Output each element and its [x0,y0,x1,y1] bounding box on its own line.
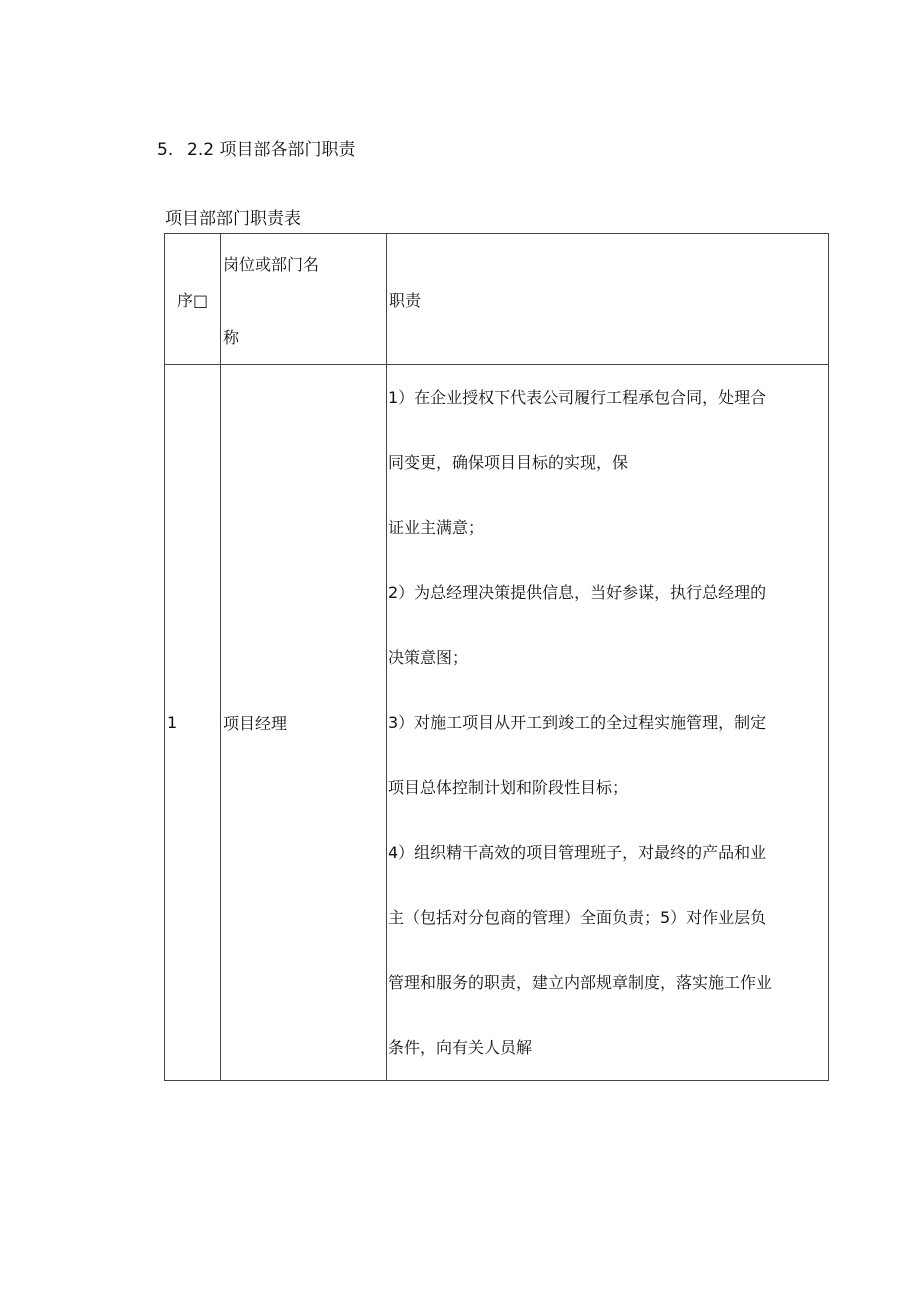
header-seq: 序□ [165,234,221,365]
duty-line: 主（包括对分包商的管理）全面负责；5）对作业层负 [388,908,767,927]
duty-list [387,365,828,1080]
table-caption: 项目部部门职责表 [165,209,301,229]
section-number: 5. [157,140,174,160]
duty-line: 项目总体控制计划和阶段性目标； [388,778,629,797]
section-title: 2.2 项目部各部门职责 [187,140,356,160]
section-heading [157,138,355,162]
table-row [165,365,829,1081]
duty-line: 条件，向有关人员解 [388,1038,533,1057]
duty-line: 2）为总经理决策提供信息，当好参谋，执行总经理的 [388,583,767,602]
row-duty-cell [387,365,829,1081]
duty-line: 1）在企业授权下代表公司履行工程承包合同，处理合 [388,388,767,407]
duty-line: 证业主满意； [388,518,485,537]
duty-line: 3）对施工项目从开工到竣工的全过程实施管理，制定 [388,713,767,732]
row-name: 项目经理 [221,365,387,1081]
header-name-cell [221,234,387,365]
duty-line: 决策意图； [388,648,469,667]
row-seq: 1 [165,365,221,1081]
duty-line: 4）组织精干高效的项目管理班子，对最终的产品和业 [388,843,767,862]
duty-line: 同变更，确保项目目标的实现，保 [388,453,629,472]
header-name-line2: 称 [223,328,240,347]
header-name-line1: 岗位或部门名 [223,255,320,274]
header-duty: 职责 [387,234,829,365]
duty-line: 管理和服务的职责，建立内部规章制度，落实施工作业 [388,973,773,992]
table-header-row [165,234,829,365]
duty-table [164,233,829,1081]
